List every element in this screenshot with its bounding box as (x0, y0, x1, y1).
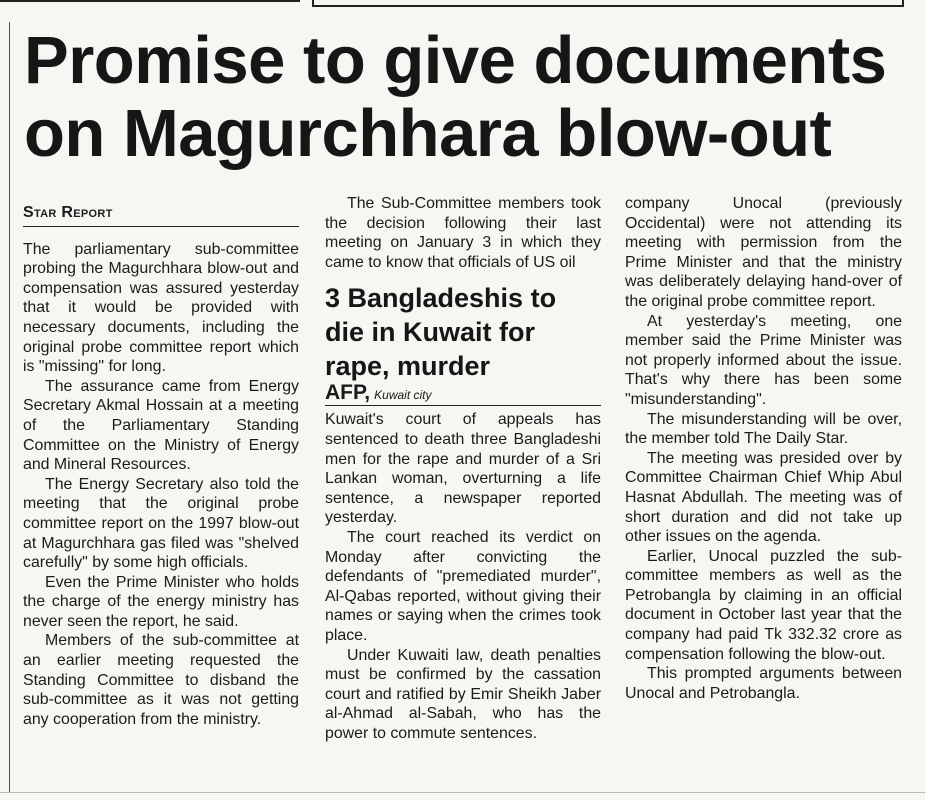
top-rule (0, 0, 300, 2)
paragraph: company Unocal (previously Occidental) were not attending its meeting with permission from the Prime Minister and that the ministry was deliberately delaying hand-over of the original probe committee report. (625, 195, 902, 310)
paragraph: The Sub-Committee members took the decision following their last meeting on January 3 in which they came to know that officials of US oil (325, 195, 601, 271)
adjacent-article-box (312, 0, 904, 7)
paragraph: Under Kuwaiti law, death penalties must be confirmed by the cassation court and ratified by Emir Sheikh Jaber al-Ahmad al-Sabah, who has the power to commute sentences. (325, 646, 601, 742)
dateline: Kuwait city (374, 388, 432, 403)
column-3 (625, 194, 902, 703)
paragraph: The parliamentary sub-committee probing the Magurchhara blow-out and compensation was assured yesterday that it would be provided with necessary documents, including the original probe committee report which is "missing" for long. (23, 240, 299, 376)
paragraph: Kuwait's court of appeals has sentenced to death three Bangladeshi men for the rape and murder of a Sri Lankan woman, overturning a life sentence, a newspaper reported yesterday. (325, 411, 601, 527)
column-1 (23, 203, 299, 729)
paragraph: This prompted arguments between Unocal and Petrobangla. (625, 665, 902, 702)
column-rule (9, 22, 10, 792)
paragraph: The Energy Secretary also told the meeting that the original probe committee report on the 1997 blow-out at Magurchhara gas filed was "shelved carefully" by some high officials. (23, 475, 299, 572)
byline (325, 383, 601, 406)
paragraph: The meeting was presided over by Committee Chairman Chief Whip Abul Hasnat Abdullah. The meeting was of short duration and did not take up other issues on the agenda. (625, 449, 902, 546)
paragraph: The assurance came from Energy Secretary Akmal Hossain at a meeting of the Parliamentary Standing Committee on the Ministry of Energy and Mineral Resources. (23, 377, 299, 474)
paragraph: The court reached its verdict on Monday after convicting the defendants of "premediated murder", Al-Qabas reported, without giving their names or saying when the crimes took place. (325, 528, 601, 644)
paragraph: Members of the sub-committee at an earlier meeting requested the Standing Committee to disband the sub-committee as it was not getting any cooperation from the ministry. (23, 632, 299, 728)
paragraph: At yesterday's meeting, one member said the Prime Minister was not properly informed about the issue. That's why there has been some "misunderstanding". (625, 312, 902, 408)
paragraph: Even the Prime Minister who holds the charge of the energy ministry has never seen the report, he said. (23, 573, 299, 630)
agency: AFP, (325, 381, 371, 405)
column-2 (325, 194, 601, 743)
bottom-rule (0, 792, 925, 793)
paragraph: Earlier, Unocal puzzled the sub-committee members as well as the Petrobangla by claiming in an official document in October last year that the company had paid Tk 332.32 crore as compensation following the blow-out. (625, 547, 902, 663)
kuwait-headline: 3 Bangladeshis to die in Kuwait for rape, murder (325, 283, 557, 382)
paragraph: The misunderstanding will be over, the member told The Daily Star. (625, 410, 902, 448)
kicker: Star Report (23, 203, 299, 227)
headline: Promise to give documents on Magurchhara blow-out (24, 23, 887, 171)
kuwait-article (325, 281, 601, 743)
